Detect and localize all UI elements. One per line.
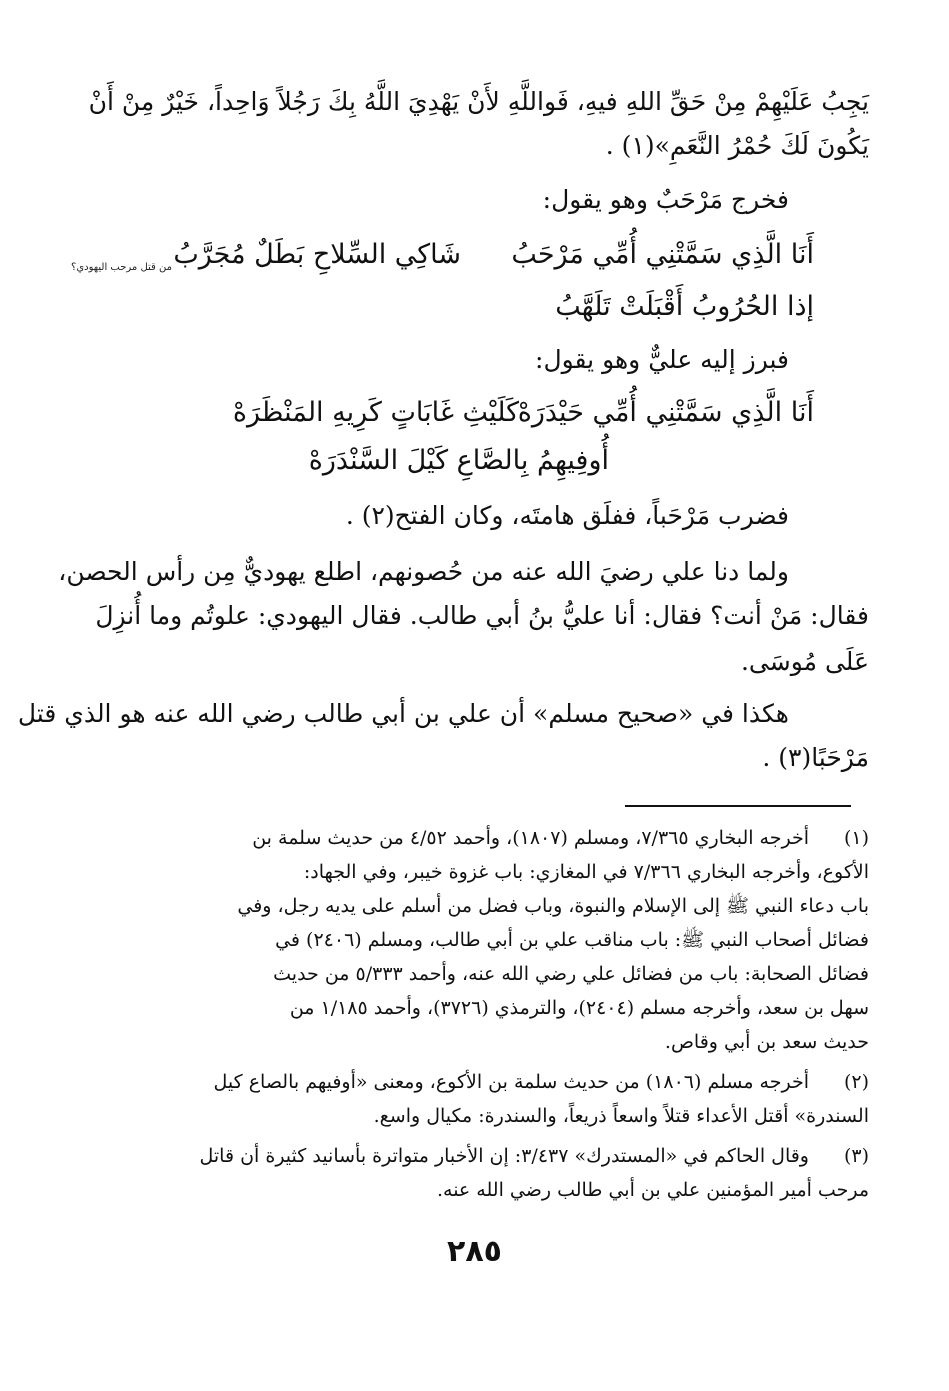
footnote-line: سهل بن سعد، وأخرجه مسلم (٢٤٠٤)، والترمذي (٣٧٢٦)، وأحمد ١/١٨٥ من	[289, 997, 869, 1019]
footnote-line: باب دعاء النبي ﷺ إلى الإسلام والنبوة، وباب فضل من أسلم على يديه رجل، وفي	[237, 895, 869, 917]
footnote-line: السندرة» أقتل الأعداء قتلاً واسعاً ذريعاً، والسندرة: مكيال واسع.	[373, 1105, 869, 1127]
body-line-9: هكذا في «صحيح مسلم» أن علي بن أبي طالب رضي الله عنه هو الذي قتل	[17, 699, 789, 728]
footnote-line: فضائل الصحابة: باب من فضائل علي رضي الله عنه، وأحمد ٥/٣٣٣ من حديث	[273, 963, 869, 985]
body-line-8: عَلَى مُوسَى.	[740, 647, 869, 676]
footnote-line: أخرجه البخاري ٧/٣٦٥، ومسلم (١٨٠٧)، وأحمد ٤/٥٢ من حديث سلمة بن	[252, 827, 809, 849]
footnote-line: أخرجه مسلم (١٨٠٦) من حديث سلمة بن الأكوع، ومعنى «أوفيهم بالصاع كيل	[213, 1071, 809, 1093]
verse-2-second-hemistich: كَلَيْثِ غَابَاتٍ كَرِيهِ المَنْظَرَهْ	[232, 397, 519, 428]
body-line-4: فبرز إليه عليٌّ وهو يقول:	[535, 345, 789, 374]
verse-2-third-hemistich: أُوفِيهِمُ بِالصَّاعِ كَيْلَ السَّنْدَرَهْ	[308, 445, 609, 476]
footnote-line: الأكوع، وأخرجه البخاري ٧/٣٦٦ في المغازي: باب غزوة خيبر، وفي الجهاد:	[303, 861, 869, 883]
body-line-1: يَجِبُ عَلَيْهِمْ مِنْ حَقِّ اللهِ فيهِ، فَواللَّهِ لأَنْ يَهْدِيَ اللَّهُ بِكَ رَجُلاً وَاحِداً، خَيْرٌ مِنْ أَنْ	[88, 87, 869, 116]
footnote-number: (٢)	[843, 1071, 869, 1093]
body-line-10: مَرْحَبًا(٣) .	[762, 743, 869, 772]
body-line-3: فخرج مَرْحَبٌ وهو يقول:	[542, 185, 789, 214]
verse-2-first-hemistich: أَنَا الَّذِي سَمَّتْنِي أُمِّي حَيْدَرَهْ	[517, 397, 814, 428]
body-line-5: فضرب مَرْحَباً، ففلَق هامتَه، وكان الفتح(٢) .	[345, 501, 789, 530]
footnote-number: (٣)	[843, 1145, 869, 1167]
footnote-line: فضائل أصحاب النبي ﷺ: باب مناقب علي بن أبي طالب، ومسلم (٢٤٠٦) في	[275, 929, 869, 951]
verse-1-third-hemistich: إذا الحُرُوبُ أَقْبَلَتْ تَلَهَّبُ	[555, 291, 814, 322]
footnote-separator	[625, 805, 851, 807]
footnote-line: مرحب أمير المؤمنين علي بن أبي طالب رضي الله عنه.	[436, 1179, 869, 1201]
footnote-line: وقال الحاكم في «المستدرك» ٣/٤٣٧: إن الأخبار متواترة بأسانيد كثيرة أن قاتل	[199, 1145, 809, 1167]
footnote-line: حديث سعد بن أبي وقاص.	[664, 1031, 869, 1053]
body-line-6: ولما دنا علي رضيَ الله عنه من حُصونهم، اطلع يهوديٌّ مِن رأس الحصن،	[58, 557, 789, 586]
verse-1-second-hemistich: شَاكِي السِّلاحِ بَطَلٌ مُجَرَّبُ	[173, 239, 461, 270]
margin-note: من قتل مرحب اليهودي؟	[71, 262, 172, 273]
footnote-number: (١)	[843, 827, 869, 849]
body-line-2: يَكُونَ لَكَ حُمْرُ النَّعَمِ»(١) .	[605, 131, 869, 160]
body-line-7: فقال: مَنْ أنت؟ فقال: أنا عليُّ بنُ أبي طالب. فقال اليهودي: علوتُم وما أُنزِلَ	[95, 601, 869, 630]
page-number: ٢٨٥	[447, 1234, 502, 1269]
verse-1-first-hemistich: أَنَا الَّذِي سَمَّتْنِي أُمِّي مَرْحَبُ	[511, 239, 814, 270]
